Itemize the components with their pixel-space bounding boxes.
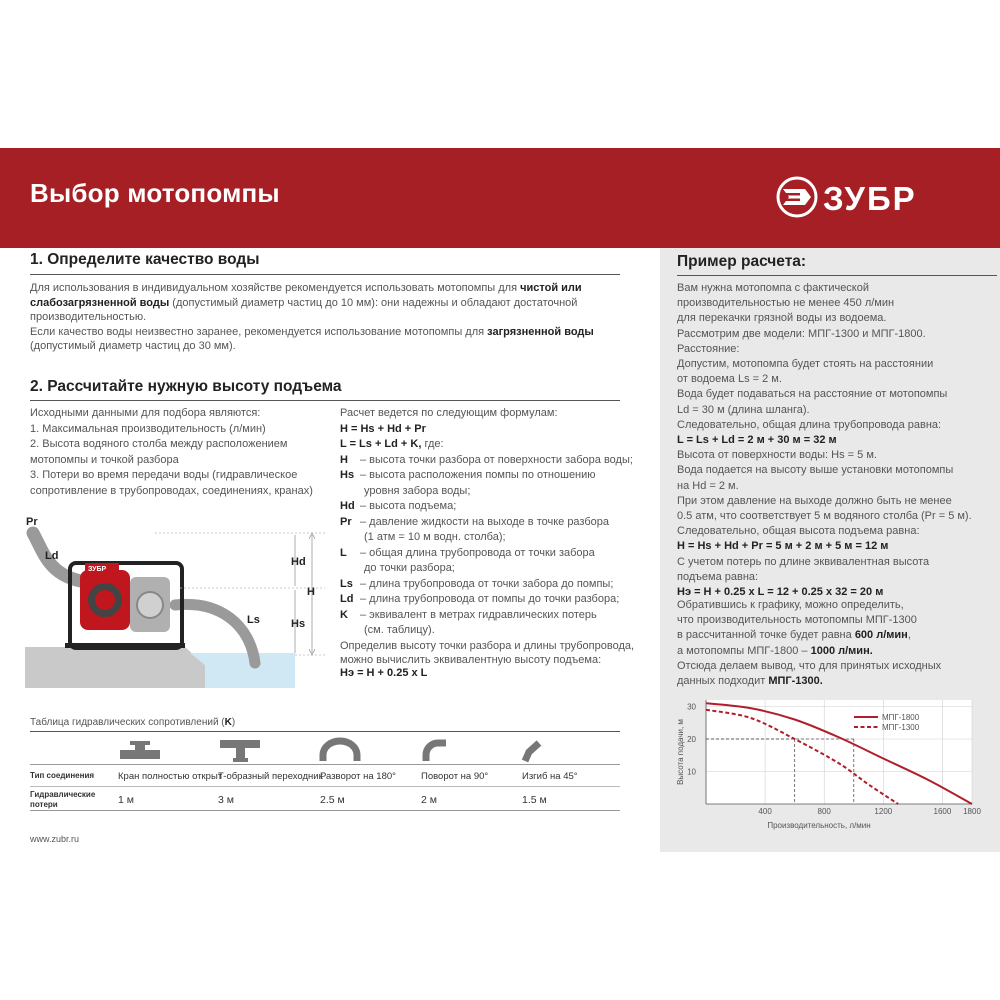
bend-180-icon	[323, 741, 357, 761]
example-line: Hэ = H + 0.25 x L = 12 + 0.25 x 32 = 20 м	[677, 586, 884, 599]
chart-legend-label: МПГ-1300	[882, 723, 920, 732]
example-line: на Hd = 2 м.	[677, 479, 739, 492]
zubr-logo	[775, 175, 975, 219]
chart-y-label: Высота подачи, м	[676, 719, 685, 785]
example-line: производительностью не менее 450 л/мин	[677, 297, 895, 310]
fitting-name: Изгиб на 45°	[522, 771, 578, 782]
bend-45-icon	[525, 743, 539, 761]
section2-heading: 2. Рассчитайте нужную высоту подъема	[30, 378, 342, 395]
svg-text:Hd: Hd	[291, 556, 306, 568]
formula-definition: Pr – давление жидкости на выходе в точке разбора	[340, 515, 610, 528]
row-label-loss: Гидравлические потери	[30, 790, 96, 809]
example-line: подъема равна:	[677, 570, 759, 583]
svg-text:H: H	[307, 586, 315, 598]
formula-definition: Ls – длина трубопровода от точки забора до помпы;	[340, 577, 614, 590]
example-line: С учетом потерь по длине эквивалентная высота	[677, 555, 930, 568]
example-heading: Пример расчета:	[677, 253, 807, 270]
formula-definition: Ld – длина трубопровода от помпы до точки разбора;	[340, 593, 620, 605]
svg-text:Hs: Hs	[291, 618, 306, 630]
page-title: Выбор мотопомпы	[30, 178, 280, 208]
chart-x-tick-label: 800	[817, 807, 831, 816]
formula-definition-continued: (см. таблицу).	[364, 624, 435, 636]
chart-y-tick-label: 20	[687, 735, 696, 744]
chart-legend-label: МПГ-1800	[882, 713, 920, 722]
formula-definition-continued: до точки разбора;	[364, 562, 455, 574]
tee-icon	[220, 740, 260, 762]
performance-chart	[668, 688, 981, 838]
table-row-rule	[30, 786, 620, 787]
logo-emblem-icon	[778, 178, 816, 216]
chart-x-tick-label: 1600	[933, 807, 952, 816]
example-conclusion: Обратившись к графику, можно определить, что производительность мотопомпы МПГ-1300 в рассчитанной точке будет равна 600 л/мин, а мотопомпы МПГ-1800 – 1000 л/мин. Отсюда делаем вывод, что для принятых исходных данных подходит МПГ-1300.	[677, 599, 942, 688]
fitting-name: Поворот на 90°	[421, 771, 489, 782]
svg-text:ЗУБР: ЗУБР	[88, 566, 107, 573]
example-line: для перекачки грязной воды из водоема.	[677, 312, 887, 325]
fitting-loss: 1 м	[118, 794, 134, 806]
chart-x-tick-label: 400	[758, 807, 772, 816]
table-mid-rule	[30, 764, 620, 765]
example-line: 0.5 атм, что соответствует 5 м водяного столба (Pr = 5 м).	[677, 510, 972, 523]
example-line: Рассмотрим две модели: МПГ-1300 и МПГ-1800.	[677, 327, 926, 340]
section2-divider	[30, 400, 620, 401]
chart-x-label: Производительность, л/мин	[767, 821, 871, 830]
svg-text:Pr: Pr	[26, 516, 38, 528]
fitting-name: Кран полностью открыт	[118, 771, 223, 782]
row-label-type: Тип соединения	[30, 771, 95, 780]
svg-text:Ld: Ld	[45, 550, 59, 562]
chart-x-tick-label: 1800	[963, 807, 981, 816]
ground-shape	[25, 647, 205, 688]
formula-definition: Hs – высота расположения помпы по отношению	[340, 469, 596, 481]
fitting-loss: 1.5 м	[522, 794, 547, 806]
example-line: Высота от поверхности воды: Hs = 5 м.	[677, 449, 877, 462]
section1-text: Для использования в индивидуальном хозяйстве рекомендуется использовать мотопомпы для чистой или слабозагрязненной воды (допустимый диаметр частиц до 10 мм): они надежны и обладают достаточной производительностью. Если качество воды неизвестно заранее, рекомендуется использование мотопомпы для загрязненной воды (допустимый диаметр частиц до 30 мм).	[30, 282, 594, 352]
table-top-rule	[30, 731, 620, 732]
chart-x-tick-label: 1200	[874, 807, 893, 816]
footer-url[interactable]: www.zubr.ru	[30, 834, 80, 844]
example-text	[677, 281, 997, 600]
example-divider	[677, 275, 997, 276]
fitting-name: T-образный переходник	[218, 771, 323, 782]
chart-y-tick-label: 10	[687, 767, 696, 777]
example-line: Вам нужна мотопомпа с фактической	[677, 282, 870, 294]
fitting-loss: 3 м	[218, 794, 234, 806]
example-line: При этом давление на выходе должно быть не менее	[677, 494, 952, 507]
fitting-loss: 2.5 м	[320, 794, 345, 806]
example-line: Ld = 30 м (длина шланга).	[677, 403, 810, 416]
example-line: Вода будет подаваться на расстояние от мотопомпы	[677, 388, 948, 401]
table-title: Таблица гидравлических сопротивлений (K)	[30, 717, 236, 728]
svg-text:Ls: Ls	[247, 614, 260, 626]
water-shape	[190, 653, 295, 688]
example-line: Расстояние:	[677, 342, 740, 355]
formula-definition: Hd – высота подъема;	[340, 500, 457, 512]
formula-definition-continued: (1 атм = 10 м водн. столба);	[364, 531, 506, 543]
source-data-list: Исходными данными для подбора являются: 1. Максимальная производительность (л/мин) 2. Высота водяного столба между расположением мотопомпы и точкой разбора 3. Потери во время передачи воды (гидравлическое сопротивление в трубопроводах, соединениях, кранах)	[30, 407, 313, 497]
example-line: L = Ls + Ld = 2 м + 30 м = 32 м	[677, 434, 837, 447]
section1-heading: 1. Определите качество воды	[30, 251, 260, 268]
formula-definition: L – общая длина трубопровода от точки забора	[340, 546, 595, 559]
pump-icon	[65, 563, 185, 648]
pump-diagram	[25, 515, 330, 695]
formula-block: Расчет ведется по следующим формулам: H = Hs + Hd + Pr L = Ls + Ld + K, где: H – высота точки разбора от поверхности забора воды; Hs – высота расположения помпы по отношению уровня забора воды; Hd – высота подъема; Pr – давление жидкости на выходе в точке разбора (1 атм = 10 м водн. столба); L – общая длина трубопровода от точки забора до точки разбора; Ls – длина трубопровода от точки забора до помпы; Ld – длина трубопровода от помпы до точки разбора; K – эквивалент в метрах гидравлических потерь (см. таблицу). Определив высоту точки разбора и длины трубопровода, можно вычислить эквивалентную высоту подъема: Hэ = H + 0.25 x L	[340, 407, 635, 679]
logo-text: ЗУБР	[823, 180, 917, 217]
example-line: Допустим, мотопомпа будет стоять на расстоянии	[677, 358, 934, 371]
example-line: Вода подается на высоту выше установки мотопомпы	[677, 464, 954, 477]
formula-definition: H – высота точки разбора от поверхности забора воды;	[340, 453, 633, 466]
valve-icon	[120, 741, 160, 759]
fitting-icons	[110, 736, 580, 764]
section1-divider	[30, 274, 620, 275]
formula-definition-continued: уровня забора воды;	[364, 484, 471, 497]
example-line: Следовательно, общая высота подъема равна:	[677, 525, 920, 538]
bend-90-icon	[426, 743, 446, 761]
example-line: H = Hs + Hd + Pr = 5 м + 2 м + 5 м = 12 м	[677, 540, 889, 553]
formula-definition: K – эквивалент в метрах гидравлических потерь	[340, 608, 597, 621]
chart-y-tick-label: 30	[687, 702, 696, 712]
fitting-loss: 2 м	[421, 794, 437, 806]
fitting-name: Разворот на 180°	[320, 771, 396, 782]
example-line: от водоема Ls = 2 м.	[677, 373, 782, 386]
example-line: Следовательно, общая длина трубопровода равна:	[677, 418, 942, 431]
table-bottom-rule	[30, 810, 620, 811]
